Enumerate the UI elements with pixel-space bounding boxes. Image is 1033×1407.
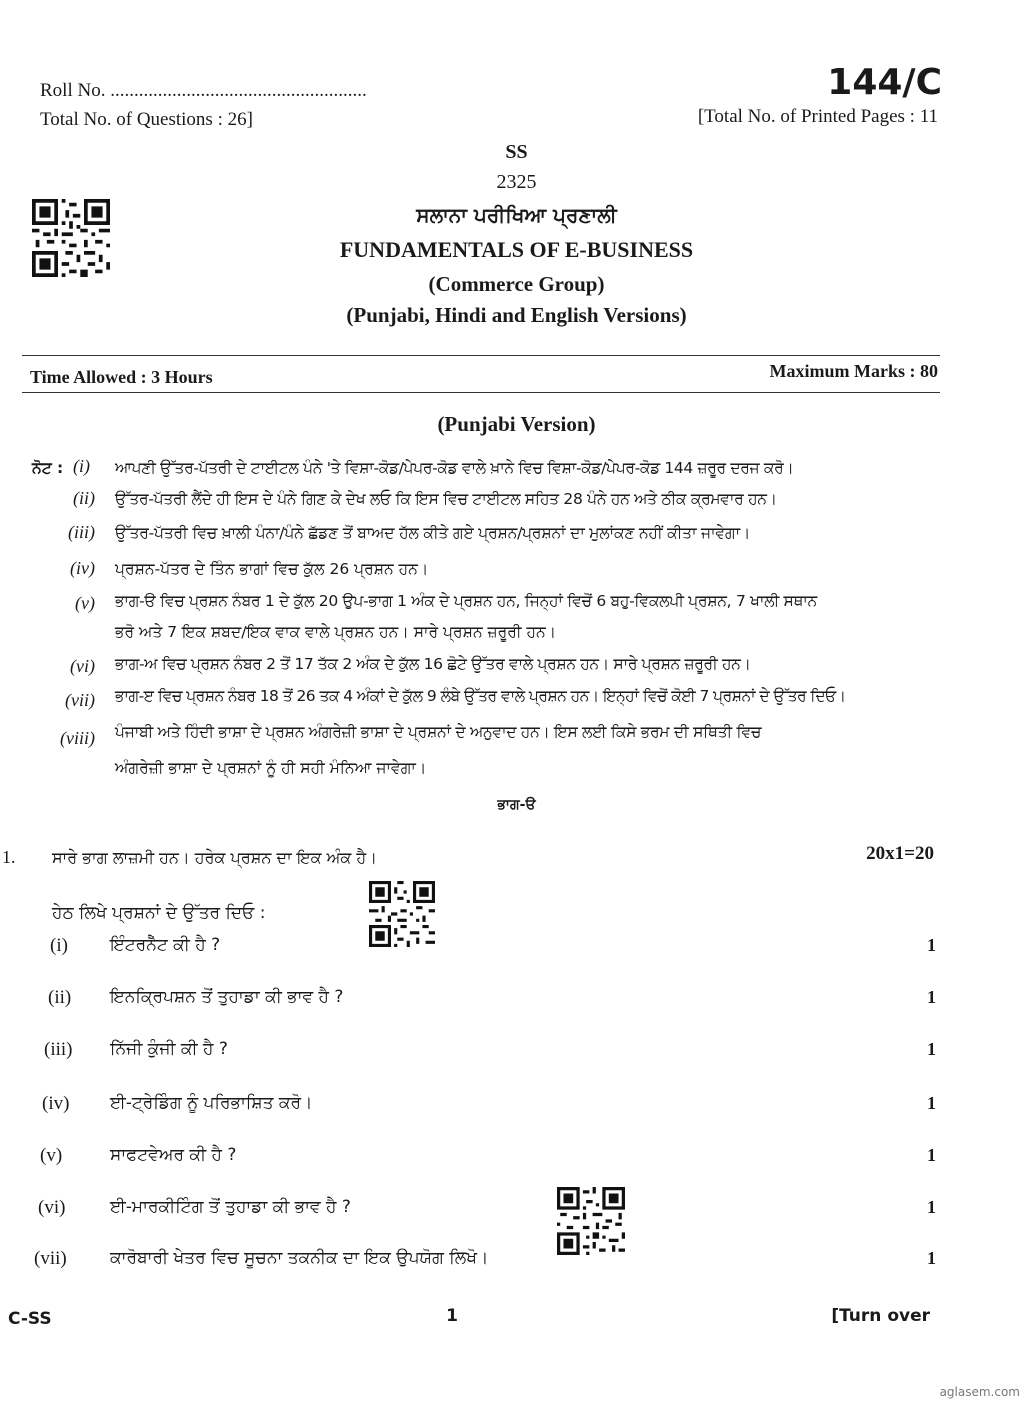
note-item: (v) ਭਾਗ-ੳ ਵਿਚ ਪ੍ਰਸ਼ਨ ਨੰਬਰ 1 ਦੇ ਕੁੱਲ 20 ਉਪ-ਭਾਗ 1 ਅੰਕ ਦੇ ਪ੍ਰਸ਼ਨ ਹਨ, ਜਿਨ੍ਹਾਂ ਵਿਚੋਂ 6 ਬਹੁ-ਵਿਕਲਪੀ ਪ੍ਰਸ਼ਨ, 7 ਖਾਲੀ ਸਥਾਨ xyxy=(75,592,817,613)
section-marks: 20x1=20 xyxy=(866,843,934,864)
question-item: (iii) ਨਿੱਜੀ ਕੁੰਜੀ ਕੀ ਹੈ ? 1 xyxy=(44,1039,936,1060)
subject-title: FUNDAMENTALS OF E-BUSINESS xyxy=(339,237,694,262)
note-item: (vi) ਭਾਗ-ਅ ਵਿਚ ਪ੍ਰਸ਼ਨ ਨੰਬਰ 2 ਤੋਂ 17 ਤੱਕ 2 ਅੰਕ ਦੇ ਕੁੱਲ 16 ਛੋਟੇ ਉੱਤਰ ਵਾਲੇ ਪ੍ਰਸ਼ਨ ਹਨ। ਸਾਰੇ ਪ੍ਰਸ਼ਨ ਜ਼ਰੂਰੀ ਹਨ। xyxy=(70,655,751,676)
turn-over: [Turn over xyxy=(831,1306,930,1326)
note-item: (viii) ਪੰਜਾਬੀ ਅਤੇ ਹਿੰਦੀ ਭਾਸ਼ਾ ਦੇ ਪ੍ਰਸ਼ਨ ਅੰਗਰੇਜ਼ੀ ਭਾਸ਼ਾ ਦੇ ਪ੍ਰਸ਼ਨਾਂ ਦੇ ਅਨੁਵਾਦ ਹਨ। ਇਸ ਲਈ ਕਿਸੇ ਭਰਮ ਦੀ ਸਥਿਤੀ ਵਿਚ xyxy=(60,723,762,748)
time-allowed: Time Allowed : 3 Hours xyxy=(30,367,213,387)
note-item-continuation: ਅੰਗਰੇਜ਼ੀ ਭਾਸ਼ਾ ਦੇ ਪ੍ਰਸ਼ਨਾਂ ਨੂੰ ਹੀ ਸਹੀ ਮੰਨਿਆ ਜਾਵੇਗਾ। xyxy=(115,759,427,777)
exam-system: ਸਲਾਨਾ ਪਰੀਖਿਆ ਪ੍ਰਣਾਲੀ xyxy=(416,203,617,227)
group-label: (Commerce Group) xyxy=(428,272,605,296)
max-marks: Maximum Marks : 80 xyxy=(769,361,938,381)
note-item-continuation: ਭਰੋ ਅਤੇ 7 ਇਕ ਸ਼ਬਦ/ਇਕ ਵਾਕ ਵਾਲੇ ਪ੍ਰਸ਼ਨ ਹਨ। ਸਾਰੇ ਪ੍ਰਸ਼ਨ ਜ਼ਰੂਰੀ ਹਨ। xyxy=(115,623,557,641)
question-item: (vi) ਈ-ਮਾਰਕੀਟਿੰਗ ਤੋਂ ਤੁਹਾਡਾ ਕੀ ਭਾਵ ਹੈ ? 1 xyxy=(38,1197,936,1218)
total-pages: [Total No. of Printed Pages : 11 xyxy=(697,106,938,127)
divider xyxy=(22,392,940,393)
version-title: (Punjabi Version) xyxy=(437,412,596,436)
note-item: (vii) ਭਾਗ-ੲ ਵਿਚ ਪ੍ਰਸ਼ਨ ਨੰਬਰ 18 ਤੋਂ 26 ਤਕ 4 ਅੰਕਾਂ ਦੇ ਕੁੱਲ 9 ਲੰਬੇ ਉੱਤਰ ਵਾਲੇ ਪ੍ਰਸ਼ਨ ਹਨ। ਇਨ੍ਹਾਂ ਵਿਚੋਂ ਕੋਈ 7 ਪ੍ਰਸ਼ਨਾਂ ਦੇ ਉੱਤਰ ਦਿਓ। xyxy=(65,687,846,710)
answer-prompt: ਹੇਠ ਲਿਖੇ ਪ੍ਰਸ਼ਨਾਂ ਦੇ ਉੱਤਰ ਦਿਓ : xyxy=(52,903,266,923)
note-item: (i) ਆਪਣੀ ਉੱਤਰ-ਪੱਤਰੀ ਦੇ ਟਾਈਟਲ ਪੰਨੇ 'ਤੇ ਵਿਸ਼ਾ-ਕੋਡ/ਪੇਪਰ-ਕੋਡ ਵਾਲੇ ਖ਼ਾਨੇ ਵਿਚ ਵਿਸ਼ਾ-ਕੋਡ/ਪੇਪਰ-ਕੋਡ 144 ਜ਼ਰੂਰ ਦਰਜ ਕਰੋ। xyxy=(73,456,794,477)
question-number: 1. xyxy=(2,847,16,867)
watermark: aglasem.com xyxy=(939,1385,1020,1399)
note-item: (ii) ਉੱਤਰ-ਪੱਤਰੀ ਲੈਂਦੇ ਹੀ ਇਸ ਦੇ ਪੰਨੇ ਗਿਣ ਕੇ ਦੇਖ ਲਓ ਕਿ ਇਸ ਵਿਚ ਟਾਈਟਲ ਸਹਿਤ 28 ਪੰਨੇ ਹਨ ਅਤੇ ਠੀਕ ਕ੍ਰਮਵਾਰ ਹਨ। xyxy=(73,488,777,508)
question-item: (v) ਸਾਫਟਵੇਅਰ ਕੀ ਹੈ ? 1 xyxy=(40,1145,936,1166)
ss-label: SS xyxy=(505,141,528,163)
total-questions: Total No. of Questions : 26] xyxy=(40,109,253,130)
paper-code: 144/C xyxy=(827,62,942,103)
question-item: (i) ਇੰਟਰਨੈੱਟ ਕੀ ਹੈ ? 1 xyxy=(50,935,936,956)
page-number: 1 xyxy=(446,1306,458,1326)
question-item: (iv) ਈ-ਟ੍ਰੇਡਿੰਗ ਨੂੰ ਪਰਿਭਾਸ਼ਿਤ ਕਰੋ। 1 xyxy=(42,1093,936,1114)
versions-label: (Punjabi, Hindi and English Versions) xyxy=(346,303,687,327)
section-title: ਭਾਗ-ੳ xyxy=(497,797,536,813)
note-item: (iii) ਉੱਤਰ-ਪੱਤਰੀ ਵਿਚ ਖ਼ਾਲੀ ਪੰਨਾ/ਪੰਨੇ ਛੱਡਣ ਤੋਂ ਬਾਅਦ ਹੱਲ ਕੀਤੇ ਗਏ ਪ੍ਰਸ਼ਨ/ਪ੍ਰਸ਼ਨਾਂ ਦਾ ਮੁਲਾਂਕਣ ਨਹੀਂ ਕੀਤਾ ਜਾਵੇਗਾ। xyxy=(68,522,751,542)
qr-code-icon xyxy=(32,199,110,277)
roll-no: Roll No. ...................................................... xyxy=(40,80,367,101)
section-instruction: ਸਾਰੇ ਭਾਗ ਲਾਜ਼ਮੀ ਹਨ। ਹਰੇਕ ਪ੍ਰਸ਼ਨ ਦਾ ਇਕ ਅੰਕ ਹੈ। xyxy=(52,848,378,867)
divider xyxy=(22,355,940,356)
note-label: ਨੋਟ : xyxy=(32,459,64,477)
note-item: (iv) ਪ੍ਰਸ਼ਨ-ਪੱਤਰ ਦੇ ਤਿੰਨ ਭਾਗਾਂ ਵਿਚ ਕੁੱਲ 26 ਪ੍ਰਸ਼ਨ ਹਨ। xyxy=(70,558,429,578)
question-item: (ii) ਇਨਕ੍ਰਿਪਸ਼ਨ ਤੋਂ ਤੁਹਾਡਾ ਕੀ ਭਾਵ ਹੈ ? 1 xyxy=(48,987,936,1008)
year-code: 2325 xyxy=(496,171,537,193)
footer-code: C-SS xyxy=(8,1309,52,1329)
question-item: (vii) ਕਾਰੋਬਾਰੀ ਖੇਤਰ ਵਿਚ ਸੂਚਨਾ ਤਕਨੀਕ ਦਾ ਇਕ ਉਪਯੋਗ ਲਿਖੋ। 1 xyxy=(34,1248,936,1269)
